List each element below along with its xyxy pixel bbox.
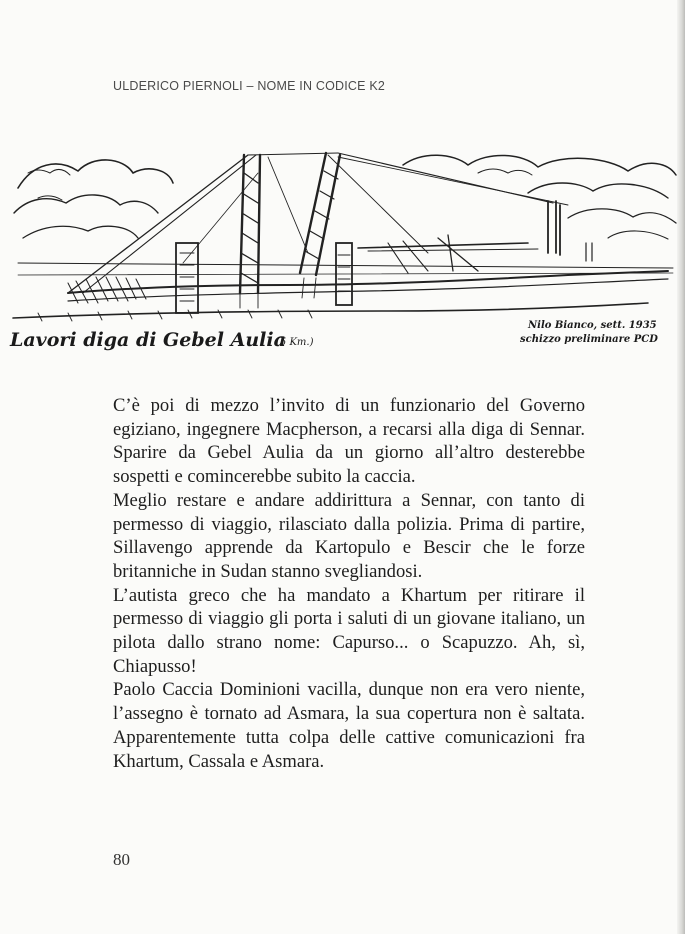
illustration-caption-right-line1: Nilo Bianco, sett. 1935 xyxy=(528,320,657,331)
illustration-caption-right-line2: schizzo preliminare PCD xyxy=(520,334,658,345)
page-edge xyxy=(677,0,685,934)
paragraph: L’autista greco che ha mandato a Khartum per ritirare il permesso di viaggio gli porta i saluti di un giovane italiano, un pilota dallo strano nome: Capurso... o Scapuzzo. Ah, sì, Chiapusso! xyxy=(113,584,585,677)
paragraph: Paolo Caccia Dominioni vacilla, dunque non era vero niente, l’assegno è tornato ad Asmara, la sua copertura non è saltata. Apparentemente tutta colpa delle cattive comunicazioni fra Khartum, Cassala e Asmara. xyxy=(113,679,585,772)
paragraph: C’è poi di mezzo l’invito di un funzionario del Governo egiziano, ingegnere Macpherson, a recarsi alla diga di Sennar. Sparire da Gebel Aulia da un giorno all’altro desterebbe sospetti e comincerebbe subito la caccia. xyxy=(113,395,585,488)
page-number: 80 xyxy=(113,850,130,869)
paragraph: Meglio restare e andare addirittura a Sennar, con tanto di permesso di viaggio, rilasciato dalla polizia. Prima di partire, Sillavengo apprende da Kartopulo e Bescir che le forze britanniche in Sudan stanno svegliandosi. xyxy=(113,489,585,582)
illustration-caption-note: (5 Km.) xyxy=(276,337,314,348)
illustration-caption-left: Lavori diga di Gebel Aulia xyxy=(10,329,286,351)
dam-sketch-illustration xyxy=(8,143,680,358)
running-header: ULDERICO PIERNOLI – NOME IN CODICE K2 xyxy=(113,79,386,93)
body-text xyxy=(113,394,585,773)
